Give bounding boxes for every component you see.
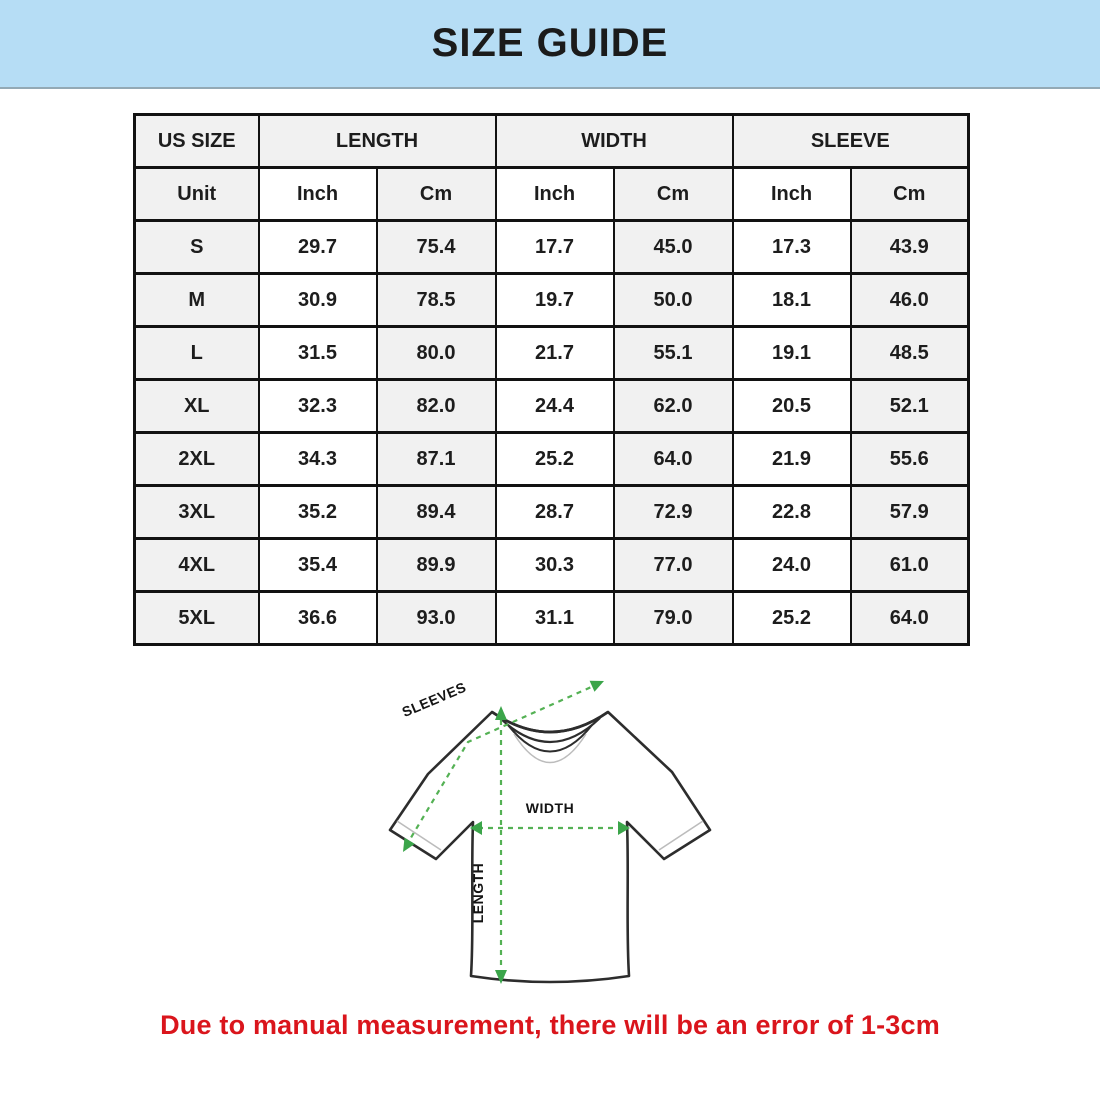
value-cell: 21.7 xyxy=(496,327,614,380)
size-row xyxy=(135,433,969,486)
size-label-cell: 3XL xyxy=(135,486,259,539)
value-cell: 72.9 xyxy=(614,486,733,539)
value-cell: 57.9 xyxy=(851,486,969,539)
value-cell: 25.2 xyxy=(733,592,851,645)
unit-header-row xyxy=(135,168,969,221)
value-cell: 64.0 xyxy=(614,433,733,486)
value-cell: 36.6 xyxy=(259,592,377,645)
unit-cell: Cm xyxy=(377,168,496,221)
col-header-length: LENGTH xyxy=(259,115,496,168)
unit-cell: Inch xyxy=(496,168,614,221)
value-cell: 24.0 xyxy=(733,539,851,592)
value-cell: 19.7 xyxy=(496,274,614,327)
size-table xyxy=(133,113,970,646)
value-cell: 30.3 xyxy=(496,539,614,592)
value-cell: 77.0 xyxy=(614,539,733,592)
value-cell: 28.7 xyxy=(496,486,614,539)
size-label-cell: S xyxy=(135,221,259,274)
value-cell: 32.3 xyxy=(259,380,377,433)
value-cell: 62.0 xyxy=(614,380,733,433)
size-row xyxy=(135,327,969,380)
value-cell: 93.0 xyxy=(377,592,496,645)
value-cell: 18.1 xyxy=(733,274,851,327)
value-cell: 50.0 xyxy=(614,274,733,327)
value-cell: 89.4 xyxy=(377,486,496,539)
size-table-container xyxy=(133,113,967,646)
measurement-note: Due to manual measurement, there will be an error of 1-3cm xyxy=(160,1010,940,1040)
tshirt-diagram xyxy=(0,660,1100,1004)
value-cell: 35.4 xyxy=(259,539,377,592)
unit-header-cell: Unit xyxy=(135,168,259,221)
unit-cell: Cm xyxy=(851,168,969,221)
value-cell: 21.9 xyxy=(733,433,851,486)
value-cell: 78.5 xyxy=(377,274,496,327)
value-cell: 61.0 xyxy=(851,539,969,592)
group-header-row xyxy=(135,115,969,168)
value-cell: 34.3 xyxy=(259,433,377,486)
sleeves-arrowhead-end xyxy=(590,681,604,692)
value-cell: 31.1 xyxy=(496,592,614,645)
value-cell: 17.3 xyxy=(733,221,851,274)
length-label: LENGTH xyxy=(470,862,486,924)
length-arrowhead-top xyxy=(495,706,507,720)
value-cell: 80.0 xyxy=(377,327,496,380)
size-label-cell: 2XL xyxy=(135,433,259,486)
value-cell: 20.5 xyxy=(733,380,851,433)
value-cell: 29.7 xyxy=(259,221,377,274)
value-cell: 17.7 xyxy=(496,221,614,274)
value-cell: 82.0 xyxy=(377,380,496,433)
size-label-cell: 4XL xyxy=(135,539,259,592)
unit-cell: Cm xyxy=(614,168,733,221)
col-header-sleeve: SLEEVE xyxy=(733,115,969,168)
value-cell: 35.2 xyxy=(259,486,377,539)
unit-cell: Inch xyxy=(733,168,851,221)
size-label-cell: XL xyxy=(135,380,259,433)
size-label-cell: 5XL xyxy=(135,592,259,645)
value-cell: 22.8 xyxy=(733,486,851,539)
size-guide-banner xyxy=(0,0,1100,89)
value-cell: 24.4 xyxy=(496,380,614,433)
page-title: SIZE GUIDE xyxy=(431,21,669,65)
size-row xyxy=(135,221,969,274)
value-cell: 55.1 xyxy=(614,327,733,380)
size-label-cell: L xyxy=(135,327,259,380)
value-cell: 45.0 xyxy=(614,221,733,274)
sleeves-label: SLEEVES xyxy=(399,678,469,721)
unit-cell: Inch xyxy=(259,168,377,221)
col-header-width: WIDTH xyxy=(496,115,733,168)
value-cell: 87.1 xyxy=(377,433,496,486)
value-cell: 75.4 xyxy=(377,221,496,274)
value-cell: 52.1 xyxy=(851,380,969,433)
size-row xyxy=(135,380,969,433)
value-cell: 79.0 xyxy=(614,592,733,645)
size-row xyxy=(135,274,969,327)
value-cell: 64.0 xyxy=(851,592,969,645)
width-label: WIDTH xyxy=(525,800,575,816)
value-cell: 43.9 xyxy=(851,221,969,274)
value-cell: 55.6 xyxy=(851,433,969,486)
size-row xyxy=(135,592,969,645)
size-row xyxy=(135,539,969,592)
value-cell: 19.1 xyxy=(733,327,851,380)
tshirt-drawing xyxy=(365,660,735,1004)
size-row xyxy=(135,486,969,539)
value-cell: 89.9 xyxy=(377,539,496,592)
value-cell: 31.5 xyxy=(259,327,377,380)
value-cell: 46.0 xyxy=(851,274,969,327)
value-cell: 48.5 xyxy=(851,327,969,380)
value-cell: 25.2 xyxy=(496,433,614,486)
size-label-cell: M xyxy=(135,274,259,327)
col-header-us-size: US SIZE xyxy=(135,115,259,168)
value-cell: 30.9 xyxy=(259,274,377,327)
